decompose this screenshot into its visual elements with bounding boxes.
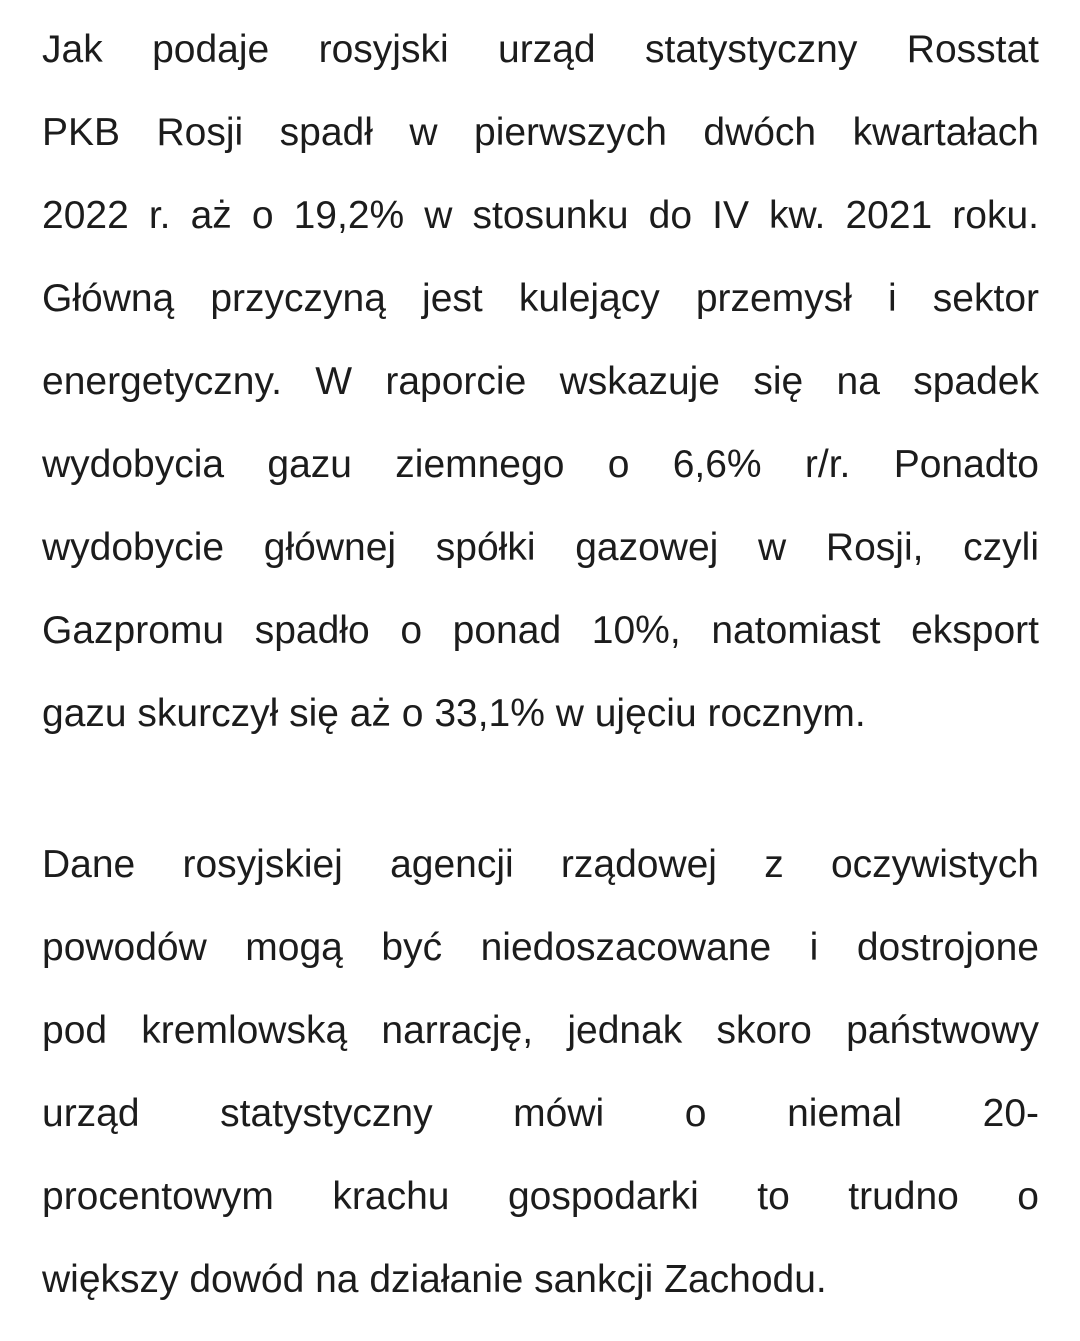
text-line: energetyczny. W raporcie wskazuje się na spadek — [42, 360, 1039, 403]
paragraph-2 — [42, 823, 1039, 1321]
text-line: procentowym krachu gospodarki to trudno o — [42, 1175, 1039, 1218]
paragraph-spacer — [42, 755, 1039, 823]
text-line: urząd statystyczny mówi o niemal 20- — [42, 1092, 1039, 1135]
text-line: PKB Rosji spadł w pierwszych dwóch kwartałach — [42, 111, 1039, 154]
text-line: wydobycie głównej spółki gazowej w Rosji, czyli — [42, 526, 1039, 569]
text-line: powodów mogą być niedoszacowane i dostrojone — [42, 926, 1039, 969]
text-line: Jak podaje rosyjski urząd statystyczny Rosstat — [42, 28, 1039, 71]
text-line: 2022 r. aż o 19,2% w stosunku do IV kw. 2021 roku. — [42, 194, 1039, 237]
text-line: Dane rosyjskiej agencji rządowej z oczywistych — [42, 843, 1039, 886]
text-line: pod kremlowską narrację, jednak skoro państwowy — [42, 1009, 1039, 1052]
text-line: większy dowód na działanie sankcji Zachodu. — [42, 1258, 827, 1301]
text-line: wydobycia gazu ziemnego o 6,6% r/r. Ponadto — [42, 443, 1039, 486]
article-body — [42, 8, 1039, 1321]
text-line: gazu skurczył się aż o 33,1% w ujęciu rocznym. — [42, 692, 866, 735]
paragraph-1 — [42, 8, 1039, 755]
text-line: Główną przyczyną jest kulejący przemysł i sektor — [42, 277, 1039, 320]
text-line: Gazpromu spadło o ponad 10%, natomiast eksport — [42, 609, 1039, 652]
